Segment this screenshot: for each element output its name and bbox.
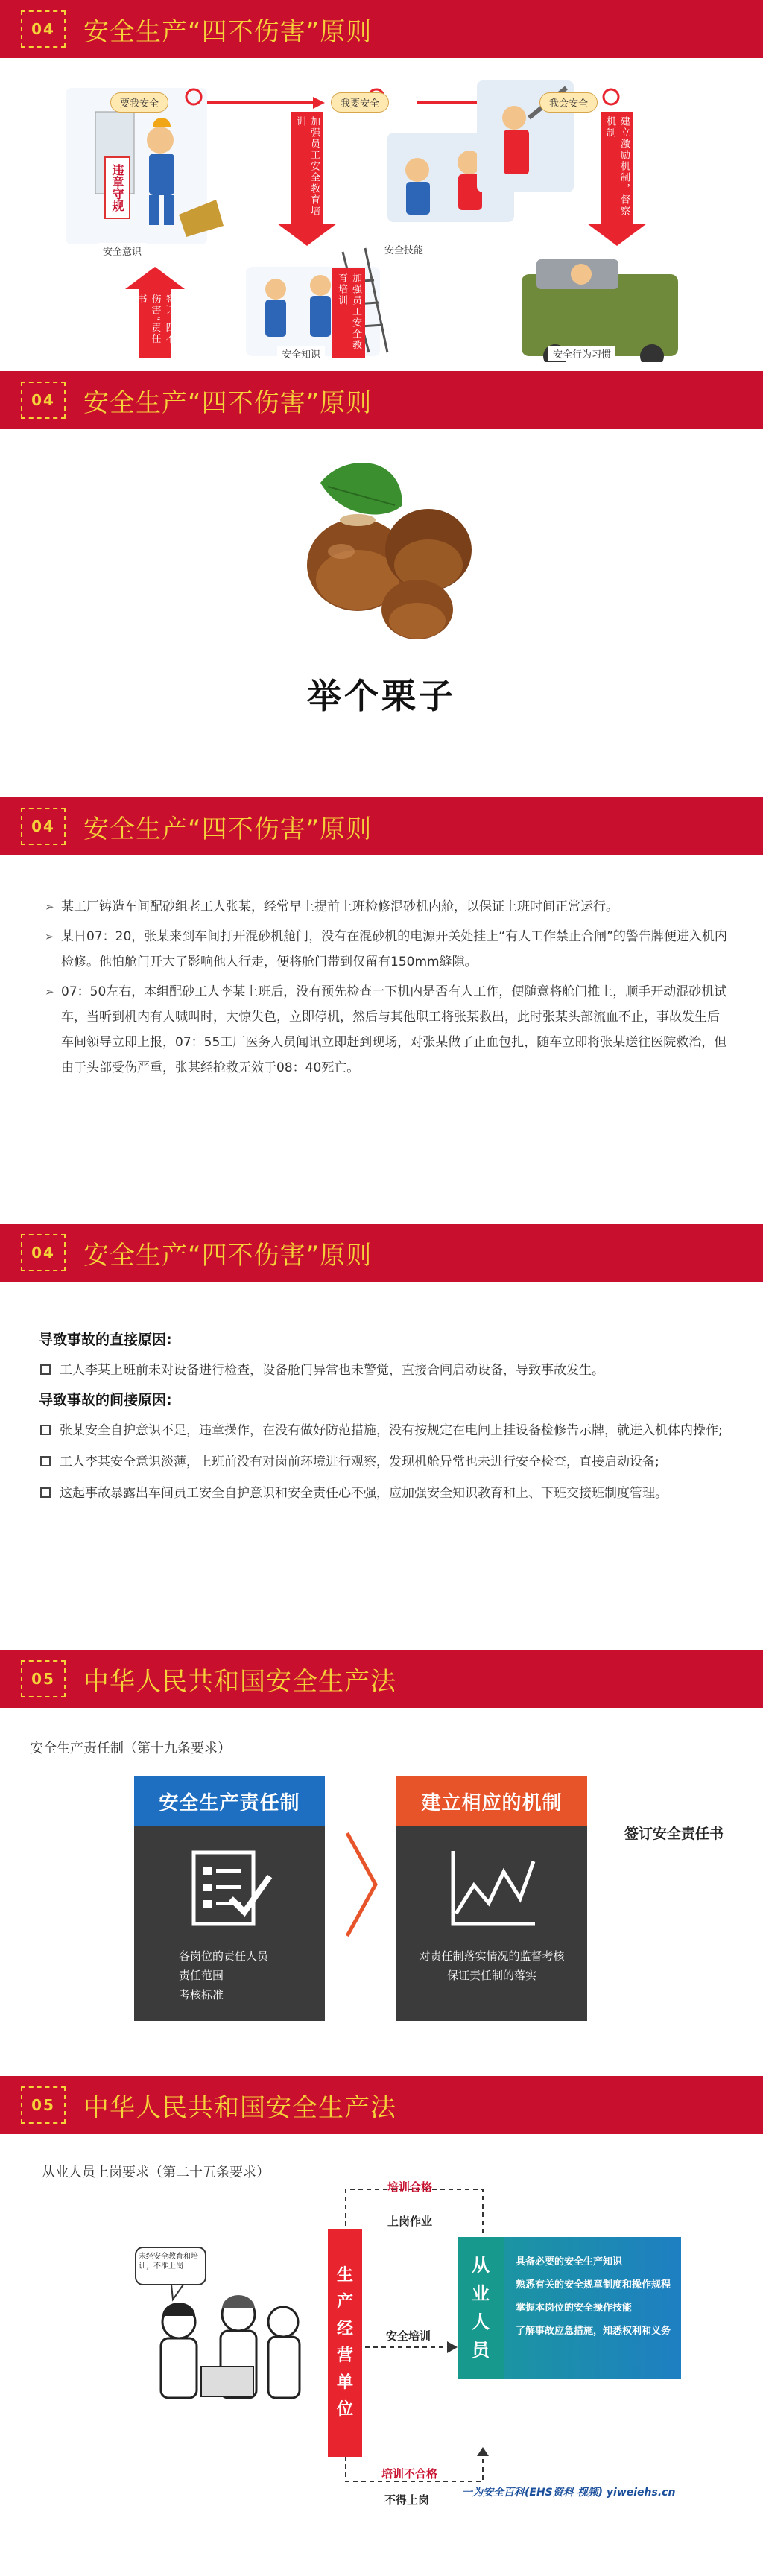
checklist-icon [186,1846,273,1928]
section-number: 04 [21,1234,66,1271]
card-title: 安全生产责任制 [134,1776,325,1826]
list-item: 这起事故暴露出车间员工安全自护意识和安全责任心不强，应加强安全知识教育和上、下班交接班制度管理。 [39,1481,747,1506]
bullet-arrow-icon: ➢ [45,985,54,999]
slide-safety-law-responsibility [0,1650,763,2067]
slide-four-no-harm-diagram [0,0,763,362]
card-lines: 各岗位的责任人员 责任范围 考核标准 [179,1949,269,2001]
direct-cause-heading: 导致事故的直接原因: [39,1332,172,1348]
example-caption: 举个栗子 [307,676,456,716]
list-item: 工人李某上班前未对设备进行检查，设备舱门异常也未警觉，直接合闸启动设备，导致事故发生。 [39,1358,747,1383]
box-production-unit: 生 产 经 营 单 位 [328,2229,362,2457]
slide-title: 安全生产“四不伤害”原则 [83,16,373,47]
arrow-down-icon [277,224,337,246]
pill-can-safety: 我会安全 [539,92,598,113]
slide-header [0,797,763,855]
slide-header [0,1224,763,1282]
chevron-right-icon [343,1829,380,1940]
slide-title: 安全生产“四不伤害”原则 [83,814,373,844]
slide-example-intro [0,371,763,788]
list-item: 张某安全自护意识不足，违章操作，在没有做好防范措施，没有按规定在电闸上挂设备检修告示牌，就进入机体内操作; [39,1418,747,1443]
slide-safety-law-training [0,2076,763,2509]
indirect-cause-heading: 导致事故的间接原因: [39,1392,172,1408]
slide-header [0,1650,763,1708]
section-number: 04 [21,10,66,48]
speech-bubble-text: 未经安全教育和培训，不准上岗 [139,2253,198,2270]
card-title: 建立相应的机制 [396,1776,587,1826]
bar-sign-responsibility: 签订“四不伤害”责任书 [139,289,171,358]
footer-watermark: 一为安全百科(EHS资料 视频) yiweiehs.cn [462,2487,676,2499]
list-item: 掌握本岗位的安全操作技能 [516,2303,633,2314]
requirement-list [516,2250,680,2343]
line-chart-icon [449,1846,538,1928]
bar-incentive: 建立激励机制，督察机制 [601,112,633,224]
slide-header [0,0,763,58]
employee-label: 从 业 人 员 [458,2237,504,2379]
pill-want-safety: 我要安全 [331,92,389,113]
pill-must-safety: 要我安全 [110,92,168,113]
list-item: 工人李某安全意识淡薄，上班前没有对岗前环境进行观察，发现机舱异常也未进行安全检查，直接启动设备; [39,1449,747,1475]
card-lines: 对责任制落实情况的监督考核 保证责任制的落实 [419,1949,565,1982]
chestnut-image [276,453,499,647]
subtitle: 安全生产责任制（第十九条要求） [30,1741,231,1756]
sign-responsibility-letter: 签订安全责任书 [624,1826,724,1842]
bullet-arrow-icon: ➢ [45,930,54,943]
list-item: ➢ 某工厂铸造车间配砂组老工人张某，经常早上提前上班检修混砂机内舱，以保证上班时间正常运行。 [45,894,730,920]
section-number: 04 [21,808,66,845]
list-item: 具备必要的安全生产知识 [516,2256,623,2268]
label-habit: 安全行为习惯 [548,346,615,361]
causes-body [39,1324,747,1512]
section-number: 05 [21,2086,66,2124]
label-awareness: 安全意识 [98,243,146,259]
list-item: ➢ 某日07：20，张某来到车间打开混砂机舱门，没有在混砂机的电源开关处挂上“有人工作禁止合闸”的警告牌便进入机内检修。他怕舱门开大了影响他人行走，便将舱门带到仅留有150mm缝隙。 [45,924,730,975]
checkbox-icon [40,1456,51,1466]
card-responsibility-system [134,1776,325,2021]
list-item: 了解事故应急措施，知悉权利和义务 [516,2326,671,2337]
sign-rule: 违章守规 [104,156,130,219]
checkbox-icon [40,1487,51,1498]
bullet-arrow-icon: ➢ [45,900,54,914]
checkbox-icon [40,1425,51,1435]
slide-header [0,371,763,429]
slide-accident-causes [0,1224,763,1641]
slide-accident-case [0,797,763,1215]
label-skill: 安全技能 [380,241,428,257]
label-knowledge: 安全知识 [277,346,325,361]
slide-title: 安全生产“四不伤害”原则 [83,1240,373,1270]
label-on-duty: 上岗作业 [387,2215,433,2228]
slide-title: 中华人民共和国安全生产法 [83,1666,396,1697]
label-training: 安全培训 [386,2329,431,2343]
bar-training-2: 加强员工安全教育培训 [332,268,365,358]
slide-header [0,2076,763,2134]
section-number: 04 [21,382,66,419]
subtitle: 从业人员上岗要求（第二十五条要求） [42,2165,270,2180]
box-employee-requirements [458,2237,681,2379]
list-item: ➢ 07：50左右，本组配砂工人李某上班后，没有预先检查一下机内是否有人工作，便随意将舱门推上，顺手开动混砂机试车，当听到机内有人喊叫时，大惊失色，立即停机，然后与其他职工将张某救出，此时张某头部流血不止，事故发生后车间领导立即上报，07：55工厂医务人员闻讯立即赶到现场，对张某做了止血包扎，随车立即将张某送往医院救治，但由于头部受伤严重，张某经抢救无效于08：40死亡。 [45,979,730,1080]
list-item: 熟悉有关的安全规章制度和操作规程 [516,2279,671,2291]
label-pass: 培训合格 [387,2180,433,2194]
slide-title: 安全生产“四不伤害”原则 [83,387,373,418]
section-number: 05 [21,1660,66,1697]
label-no-duty: 不得上岗 [384,2493,430,2507]
bar-training-1: 加强员工安全教育培训 [291,112,323,224]
case-bullets [45,894,730,1085]
arrow-down-icon [587,224,647,246]
card-mechanism [396,1776,587,2021]
slide-title: 中华人民共和国安全生产法 [83,2092,396,2123]
checkbox-icon [40,1364,51,1375]
label-fail: 培训不合格 [382,2467,438,2481]
arrow-up-icon [125,267,185,289]
